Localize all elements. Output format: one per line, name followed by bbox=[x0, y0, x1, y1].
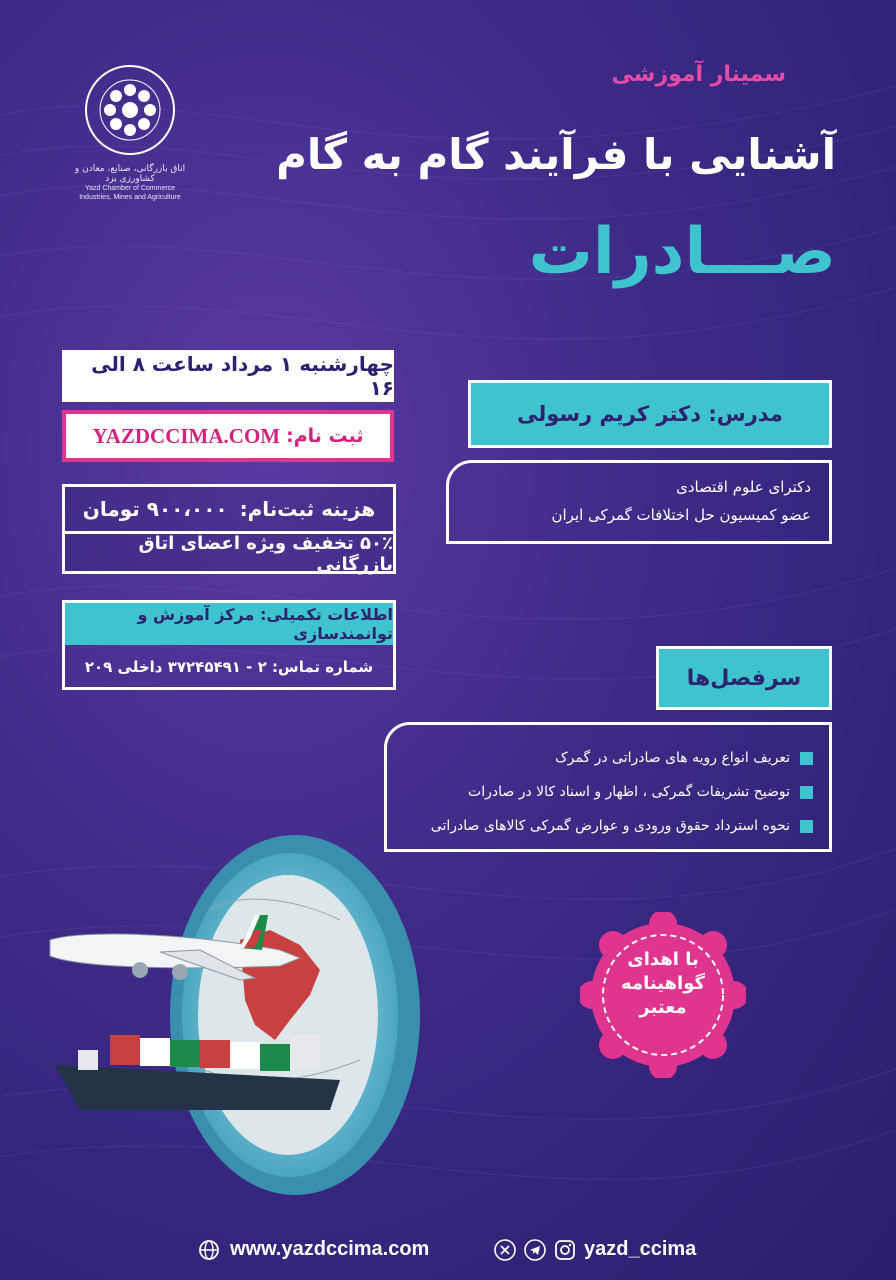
page-title: آشنایی با فرآیند گام به گام bbox=[276, 130, 836, 179]
teacher-bio-line2: عضو کمیسیون حل اختلافات گمرکی ایران bbox=[551, 506, 811, 524]
fee-box bbox=[62, 484, 396, 574]
badge-line2: گواهینامه bbox=[621, 973, 705, 994]
footer-website[interactable] bbox=[198, 1238, 429, 1261]
fee-label: هزینه ثبت‌نام: bbox=[239, 497, 376, 521]
info-title: اطلاعات تکمیلی: مرکز آموزش و توانمندسازی bbox=[65, 603, 393, 645]
bullet-square-icon bbox=[800, 786, 813, 799]
fee-value: ۹۰۰،۰۰۰ تومان bbox=[82, 497, 228, 521]
chamber-emblem-icon bbox=[82, 62, 178, 158]
social-handle[interactable]: yazd_ccima bbox=[584, 1238, 697, 1260]
telegram-icon[interactable] bbox=[524, 1239, 546, 1261]
badge-line1: با اهدای bbox=[627, 949, 699, 970]
list-item bbox=[387, 809, 813, 843]
teacher-name: مدرس: دکتر کریم رسولی bbox=[468, 380, 832, 448]
teacher-bio bbox=[446, 460, 832, 544]
org-name-fa: اتاق بازرگانی، صنایع، معادن و کشاورزی یزد bbox=[74, 164, 186, 184]
page-title-highlight: صـــادرات bbox=[528, 215, 836, 289]
topic-text: تعریف انواع رویه های صادراتی در گمرک bbox=[555, 750, 790, 766]
teacher-bio-line1: دکترای علوم اقتصادی bbox=[676, 478, 811, 496]
topics-list bbox=[384, 722, 832, 852]
list-item bbox=[387, 775, 813, 809]
topics-heading: سرفصل‌ها bbox=[656, 646, 832, 710]
x-twitter-icon[interactable] bbox=[494, 1239, 516, 1261]
globe-ring-icon bbox=[170, 835, 420, 1195]
org-name-en-2: Industries, Mines and Agriculture bbox=[79, 194, 181, 201]
export-illustration bbox=[40, 820, 440, 1210]
info-box bbox=[62, 600, 396, 690]
globe-icon bbox=[198, 1239, 220, 1261]
contact-phone[interactable]: شماره تماس: ۲ - ۳۷۲۴۵۴۹۱ داخلی ۲۰۹ bbox=[84, 658, 374, 676]
badge-line3: معتبر bbox=[639, 997, 687, 1018]
certificate-badge-text bbox=[580, 948, 746, 1020]
footer-social bbox=[494, 1238, 696, 1261]
org-logo bbox=[70, 62, 190, 202]
registration-box[interactable] bbox=[62, 410, 394, 462]
bullet-square-icon bbox=[800, 752, 813, 765]
discount-text: ۵۰٪ تخفیف ویژه اعضای اتاق بازرگانی bbox=[138, 533, 393, 575]
website-link[interactable]: www.yazdccima.com bbox=[230, 1238, 430, 1260]
event-date: چهارشنبه ۱ مرداد ساعت ۸ الی ۱۶ bbox=[62, 350, 394, 402]
topic-text: نحوه استرداد حقوق ورودی و عوارض گمرکی کالاهای صادراتی bbox=[430, 818, 790, 834]
list-item bbox=[387, 741, 813, 775]
bullet-square-icon bbox=[800, 820, 813, 833]
registration-link[interactable]: YAZDCCIMA.COM bbox=[92, 423, 281, 448]
org-name-en-1: Yazd Chamber of Commerce bbox=[84, 185, 176, 192]
topic-text: توضیح تشریفات گمرکی ، اظهار و اسناد کالا در صادرات bbox=[468, 784, 790, 800]
registration-label: ثبت نام: bbox=[286, 425, 364, 447]
seminar-kicker: سمینار آموزشی bbox=[611, 62, 786, 87]
instagram-icon[interactable] bbox=[554, 1239, 576, 1261]
